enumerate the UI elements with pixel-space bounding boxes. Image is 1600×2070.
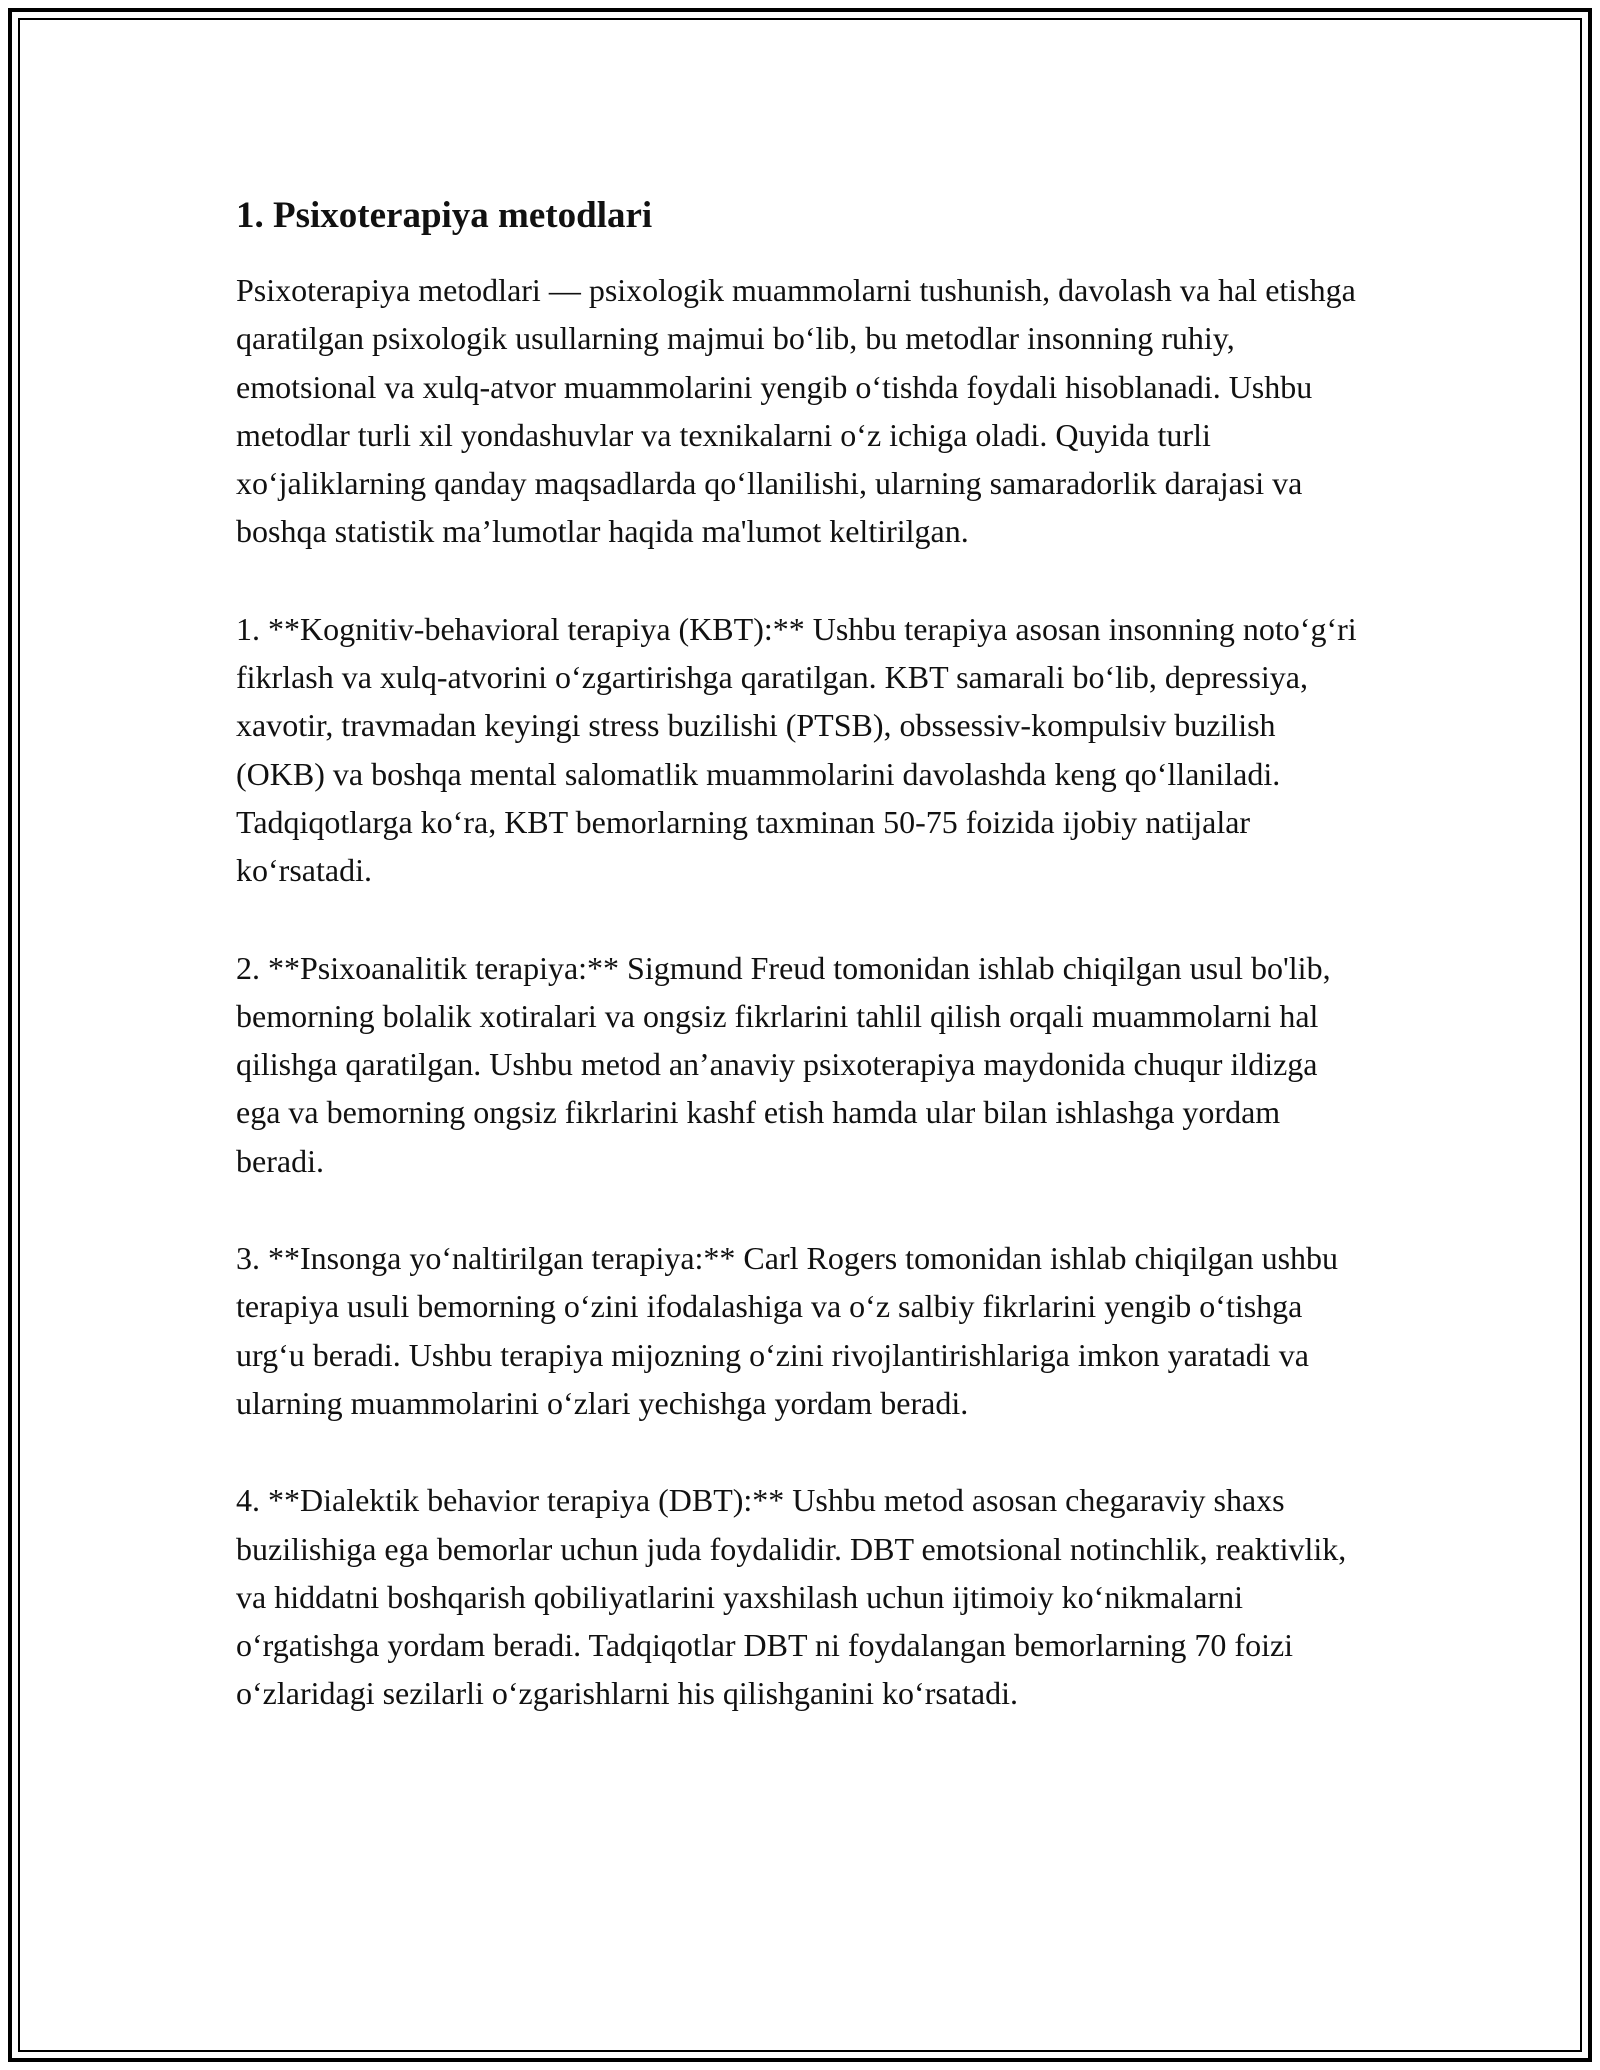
section-heading: 1. Psixoterapiya metodlari	[236, 195, 653, 236]
paragraph-dbt: 4. **Dialektik behavior terapiya (DBT):** Ushbu metod asosan chegaraviy shaxs buzilishiga ega bemorlar uchun juda foydalidir. DBT emotsional notinchlik, reaktivlik, va hiddatni boshqarish qobiliyatlarini yaxshilash uchun ijtimoiy ko‘nikmalarni o‘rgatishga yordam beradi. Tadqiqotlar DBT ni foydalangan bemorlarning 70 foizi o‘zlaridagi sezilarli o‘zgarishlarni his qilishganini ko‘rsatadi.	[236, 1482, 1347, 1712]
paragraph-kbt: 1. **Kognitiv-behavioral terapiya (KBT):** Ushbu terapiya asosan insonning noto‘g‘ri fikrlash va xulq-atvorini o‘zgartirishga qaratilgan. KBT samarali bo‘lib, depressiya, xavotir, travmadan keyingi stress buzilishi (PTSB), obssessiv-kompulsiv buzilish (OKB) va boshqa mental salomatlik muammolarini davolashda keng qo‘llaniladi. Tadqiqotlarga ko‘ra, KBT bemorlarning taxminan 50-75 foizida ijobiy natijalar ko‘rsatadi.	[236, 610, 1357, 889]
paragraph-psychoanalytic: 2. **Psixoanalitik terapiya:** Sigmund Freud tomonidan ishlab chiqilgan usul bo'lib, bemorning bolalik xotiralari va ongsiz fikrlarini tahlil qilish orqali muammolarni hal qilishga qaratilgan. Ushbu metod an’anaviy psixoterapiya maydonida chuqur ildizga ega va bemorning ongsiz fikrlarini kashf etish hamda ular bilan ishlashga yordam beradi.	[236, 949, 1331, 1179]
intro-paragraph: Psixoterapiya metodlari — psixologik muammolarni tushunish, davolash va hal etishga qaratilgan psixologik usullarning majmui bo‘lib, bu metodlar insonning ruhiy, emotsional va xulq-atvor muammolarini yengib o‘tishda foydali hisoblanadi. Ushbu metodlar turli xil yondashuvlar va texnikalarni o‘z ichiga oladi. Quyida turli xo‘jaliklarning qanday maqsadlarda qo‘llanilishi, ularning samaradorlik darajasi va boshqa statistik ma’lumotlar haqida ma'lumot keltirilgan.	[236, 272, 1356, 550]
document-page	[236, 188, 1366, 1767]
paragraph-person-centered: 3. **Insonga yo‘naltirilgan terapiya:** Carl Rogers tomonidan ishlab chiqilgan ushbu terapiya usuli bemorning o‘zini ifodalashiga va o‘z salbiy fikrlarini yengib o‘tishga urg‘u beradi. Ushbu terapiya mijozning o‘zini rivojlantirishlariga imkon yaratadi va ularning muammolarini o‘zlari yechishga yordam beradi.	[236, 1240, 1339, 1421]
